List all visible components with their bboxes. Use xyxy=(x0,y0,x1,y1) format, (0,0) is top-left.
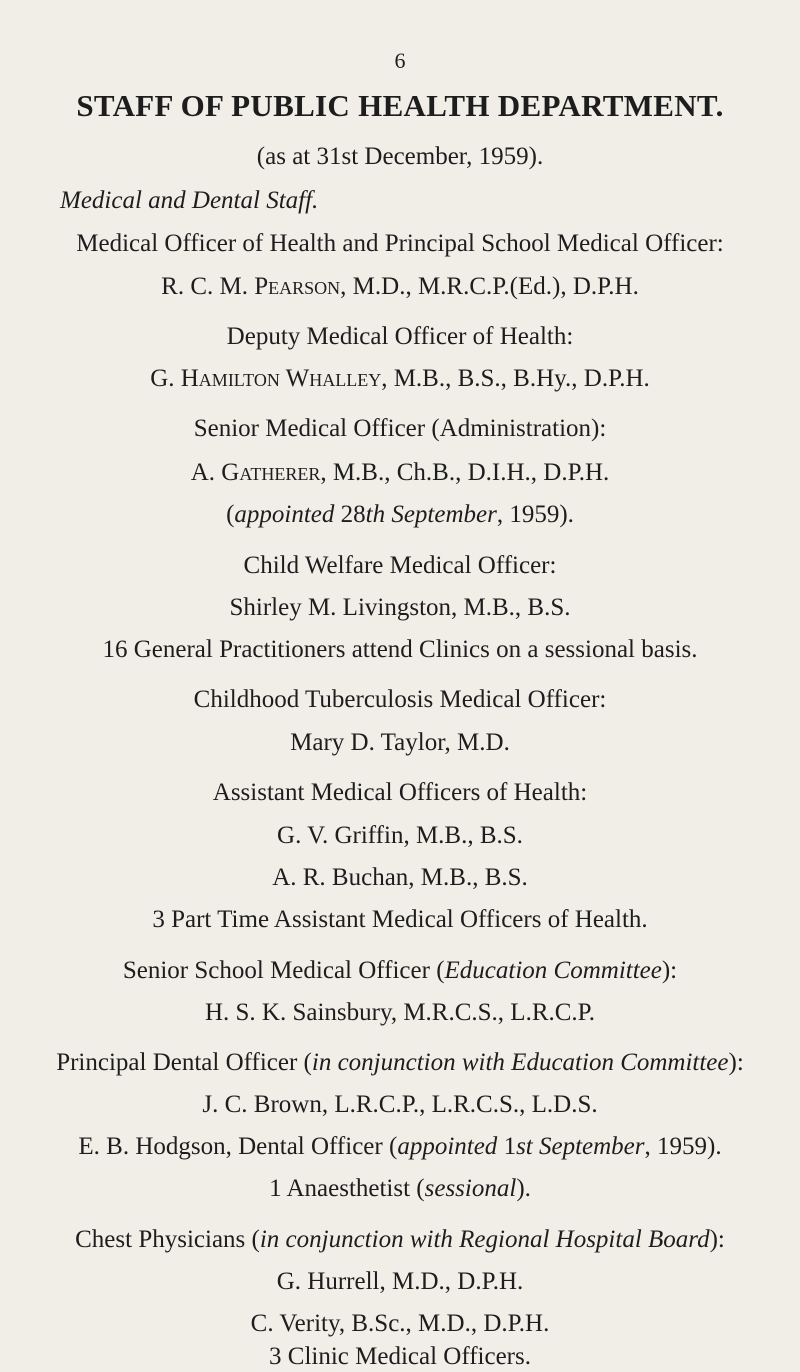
assistant-name: A. R. Buchan, M.B., B.S. xyxy=(272,864,528,891)
chest-name: G. Hurrell, M.D., D.P.H. xyxy=(276,1268,524,1295)
chest-role: Chest Physicians (in conjunction with Regional Hospital Board): xyxy=(75,1226,725,1253)
page-number: 6 xyxy=(394,48,406,73)
senior-admin-appointed: (appointed 28th September, 1959). xyxy=(226,501,574,528)
assistant-name: G. V. Griffin, M.B., B.S. xyxy=(277,822,523,849)
assistants-role: Assistant Medical Officers of Health: xyxy=(212,779,588,806)
page-title: STAFF OF PUBLIC HEALTH DEPARTMENT. xyxy=(76,88,724,123)
anaesthetist: 1 Anaesthetist (sessional). xyxy=(269,1175,531,1202)
clinic-officers: 3 Clinic Medical Officers. xyxy=(269,1343,531,1370)
tb-role: Childhood Tuberculosis Medical Officer: xyxy=(193,686,607,713)
child-welfare-name: Shirley M. Livingston, M.B., B.S. xyxy=(229,594,571,621)
subtitle: (as at 31st December, 1959). xyxy=(256,143,544,170)
chest-name: C. Verity, B.Sc., M.D., D.P.H. xyxy=(250,1310,550,1337)
assistants-part-time: 3 Part Time Assistant Medical Officers of Health. xyxy=(152,906,648,933)
moh-name: R. C. M. Pearson, M.D., M.R.C.P.(Ed.), D.P.H. xyxy=(161,273,639,300)
school-role: Senior School Medical Officer (Education Committee): xyxy=(122,957,678,984)
child-welfare-role: Child Welfare Medical Officer: xyxy=(243,552,557,579)
deputy-name: G. Hamilton Whalley, M.B., B.S., B.Hy., D.P.H. xyxy=(150,365,650,392)
deputy-role: Deputy Medical Officer of Health: xyxy=(226,323,574,350)
tb-name: Mary D. Taylor, M.D. xyxy=(290,729,510,756)
gp-note: 16 General Practitioners attend Clinics on a sessional basis. xyxy=(102,636,698,663)
moh-role: Medical Officer of Health and Principal School Medical Officer: xyxy=(76,230,724,257)
section-heading: Medical and Dental Staff. xyxy=(60,187,319,214)
dental-role: Principal Dental Officer (in conjunction with Education Committee): xyxy=(56,1049,744,1076)
senior-admin-name: A. Gatherer, M.B., Ch.B., D.I.H., D.P.H. xyxy=(190,459,610,486)
dental-name-1: J. C. Brown, L.R.C.P., L.R.C.S., L.D.S. xyxy=(202,1091,598,1118)
senior-admin-role: Senior Medical Officer (Administration): xyxy=(193,415,607,442)
school-name: H. S. K. Sainsbury, M.R.C.S., L.R.C.P. xyxy=(204,999,596,1026)
dental-name-2: E. B. Hodgson, Dental Officer (appointed 1st September, 1959). xyxy=(78,1133,722,1160)
